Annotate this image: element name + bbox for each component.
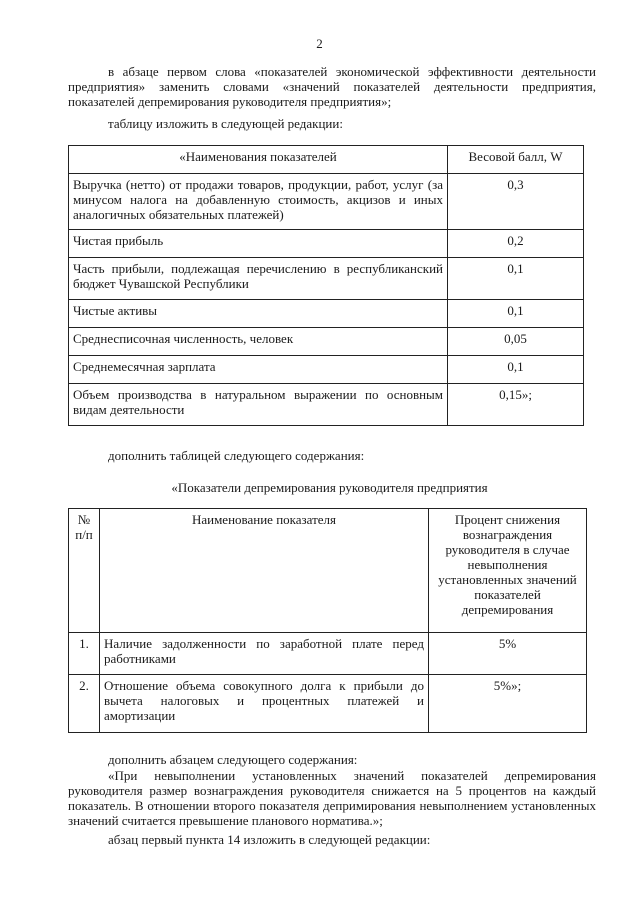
indicator-name: Объем производства в натуральном выражении по основным видам деятельности bbox=[69, 384, 448, 426]
header-reduction-percent: Процент снижения вознаграждения руководителя в случае невыполнения установленных значений показателей депремирования bbox=[429, 509, 587, 633]
outro-paragraph-instruction: дополнить абзацем следующего содержания: bbox=[108, 752, 358, 767]
row-number: 2. bbox=[69, 675, 100, 733]
indicator-weight: 0,05 bbox=[448, 328, 584, 356]
table-row bbox=[69, 384, 584, 426]
indicator-name: Часть прибыли, подлежащая перечислению в республиканский бюджет Чувашской Республики bbox=[69, 258, 448, 300]
intro-paragraph: в абзаце первом слова «показателей экономической эффективности деятельности предприятия» заменить словами «значений показателей деятельности предприятия, показателей депремирования руководителя предприятия»; bbox=[68, 64, 596, 109]
indicator-name: Наличие задолженности по заработной плате перед работниками bbox=[100, 633, 429, 675]
indicator-weight: 0,3 bbox=[448, 174, 584, 230]
indicator-name: Среднесписочная численность, человек bbox=[69, 328, 448, 356]
header-indicator-name: «Наименования показателей bbox=[69, 146, 448, 174]
indicator-name: Выручка (нетто) от продажи товаров, продукции, работ, услуг (за минусом налога на добавленную стоимость, акцизов и иных аналогичных обязательных платежей) bbox=[69, 174, 448, 230]
row-number: 1. bbox=[69, 633, 100, 675]
indicator-weight: 0,1 bbox=[448, 300, 584, 328]
table-header-row bbox=[69, 509, 587, 633]
indicator-name: Чистая прибыль bbox=[69, 230, 448, 258]
supplement-table-instruction: дополнить таблицей следующего содержания: bbox=[108, 448, 365, 463]
outro-quote: «При невыполнении установленных значений показателей депремирования руководителя размер вознаграждения руководителя снижается на 5 процентов на каждый показатель. В отношении второго показателя депримирования невыполнением установленных значений считается превышение планового норматива.»; bbox=[68, 768, 596, 828]
reduction-percent: 5%»; bbox=[429, 675, 587, 733]
depremiation-table-title: «Показатели депремирования руководителя предприятия bbox=[171, 480, 488, 495]
indicator-weight: 0,15»; bbox=[448, 384, 584, 426]
outro-next-instruction: абзац первый пункта 14 изложить в следующей редакции: bbox=[108, 832, 431, 847]
table-row bbox=[69, 174, 584, 230]
indicators-table bbox=[68, 145, 584, 426]
indicator-weight: 0,2 bbox=[448, 230, 584, 258]
indicator-name: Отношение объема совокупного долга к прибыли до вычета налоговых и процентных платежей и амортизации bbox=[100, 675, 429, 733]
table-row bbox=[69, 328, 584, 356]
indicator-name: Среднемесячная зарплата bbox=[69, 356, 448, 384]
table-row bbox=[69, 258, 584, 300]
depremiation-table bbox=[68, 508, 587, 733]
page-number: 2 bbox=[316, 36, 323, 51]
header-number: № п/п bbox=[69, 509, 100, 633]
table-row bbox=[69, 356, 584, 384]
table-row bbox=[69, 300, 584, 328]
indicator-name: Чистые активы bbox=[69, 300, 448, 328]
indicator-weight: 0,1 bbox=[448, 356, 584, 384]
reduction-percent: 5% bbox=[429, 633, 587, 675]
intro-table-instruction: таблицу изложить в следующей редакции: bbox=[108, 116, 343, 131]
table-row bbox=[69, 675, 587, 733]
header-indicator-name: Наименование показателя bbox=[100, 509, 429, 633]
indicator-weight: 0,1 bbox=[448, 258, 584, 300]
table-row bbox=[69, 230, 584, 258]
header-weight: Весовой балл, W bbox=[448, 146, 584, 174]
table-header-row bbox=[69, 146, 584, 174]
table-row bbox=[69, 633, 587, 675]
